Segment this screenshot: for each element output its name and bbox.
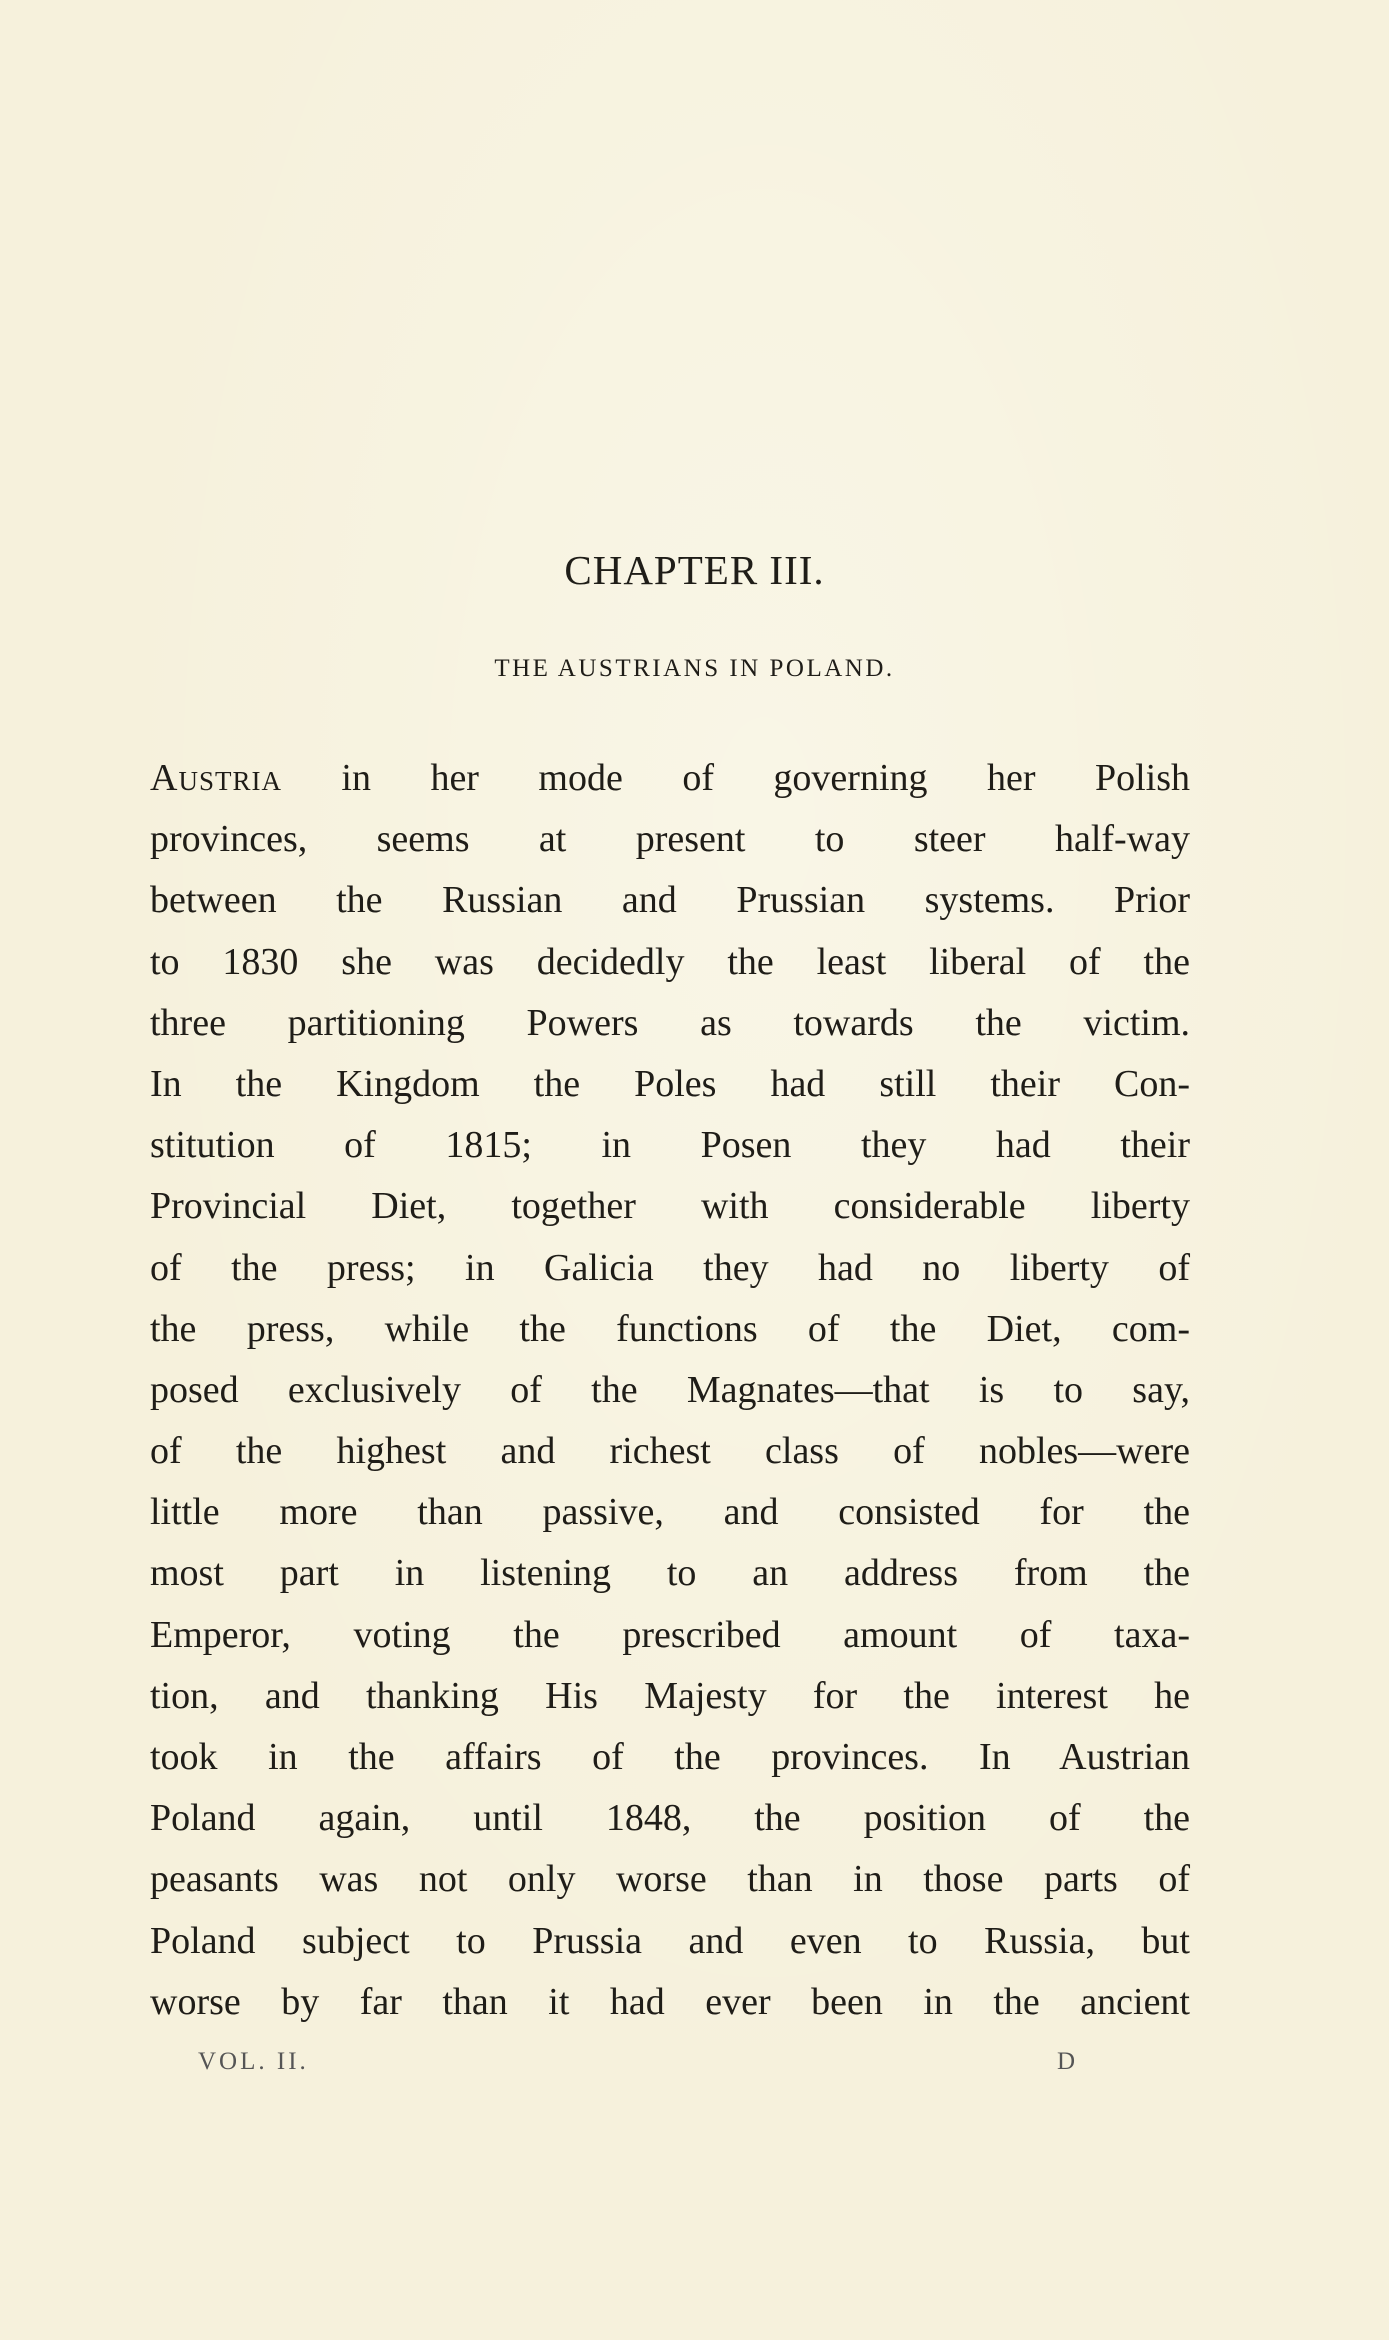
- text-line: the press, while the functions of the Diet, com-: [150, 1307, 1190, 1350]
- text-line: between the Russian and Prussian systems. Prior: [150, 879, 1190, 922]
- text-line: [150, 748, 1190, 809]
- text-line: took in the affairs of the provinces. In Austrian: [150, 1736, 1190, 1778]
- text-line: Poland again, until 1848, the position of the: [150, 1797, 1190, 1840]
- text-line: to 1830 she was decidedly the least liberal of the: [150, 940, 1190, 983]
- text-line: of the highest and richest class of nobles—were: [150, 1430, 1190, 1473]
- text-line: provinces, seems at present to steer half-way: [150, 818, 1190, 861]
- text-line: little more than passive, and consisted for the: [150, 1491, 1190, 1534]
- text-line: Emperor, voting the prescribed amount of taxa-: [150, 1613, 1190, 1656]
- text-line: most part in listening to an address from the: [150, 1552, 1190, 1595]
- text-line: stitution of 1815; in Posen they had their: [150, 1124, 1190, 1167]
- text-line: tion, and thanking His Majesty for the interest he: [150, 1674, 1190, 1717]
- text-line: posed exclusively of the Magnates—that is to say,: [150, 1368, 1190, 1411]
- chapter-subtitle: THE AUSTRIANS IN POLAND.: [494, 655, 895, 682]
- text-line: of the press; in Galicia they had no liberty of: [150, 1246, 1190, 1289]
- text-line: In the Kingdom the Poles had still their Con-: [150, 1062, 1190, 1105]
- first-word: Austria: [150, 757, 282, 799]
- body-paragraph: [150, 748, 1190, 2033]
- text-line: Poland subject to Prussia and even to Russia, but: [150, 1919, 1190, 1962]
- chapter-title: CHAPTER III.: [564, 547, 825, 593]
- text-line: Provincial Diet, together with considerable liberty: [150, 1185, 1190, 1228]
- volume-signature: VOL. II.: [198, 2048, 309, 2075]
- text-line: peasants was not only worse than in those parts of: [150, 1858, 1190, 1901]
- gathering-signature: D: [1056, 2048, 1078, 2075]
- page-footer: [198, 2048, 1078, 2088]
- text-line: three partitioning Powers as towards the victim.: [150, 1001, 1190, 1044]
- text-line: worse by far than it had ever been in the ancient: [150, 1980, 1190, 2023]
- first-line-rest: in her mode of governing her Polish: [341, 757, 1190, 799]
